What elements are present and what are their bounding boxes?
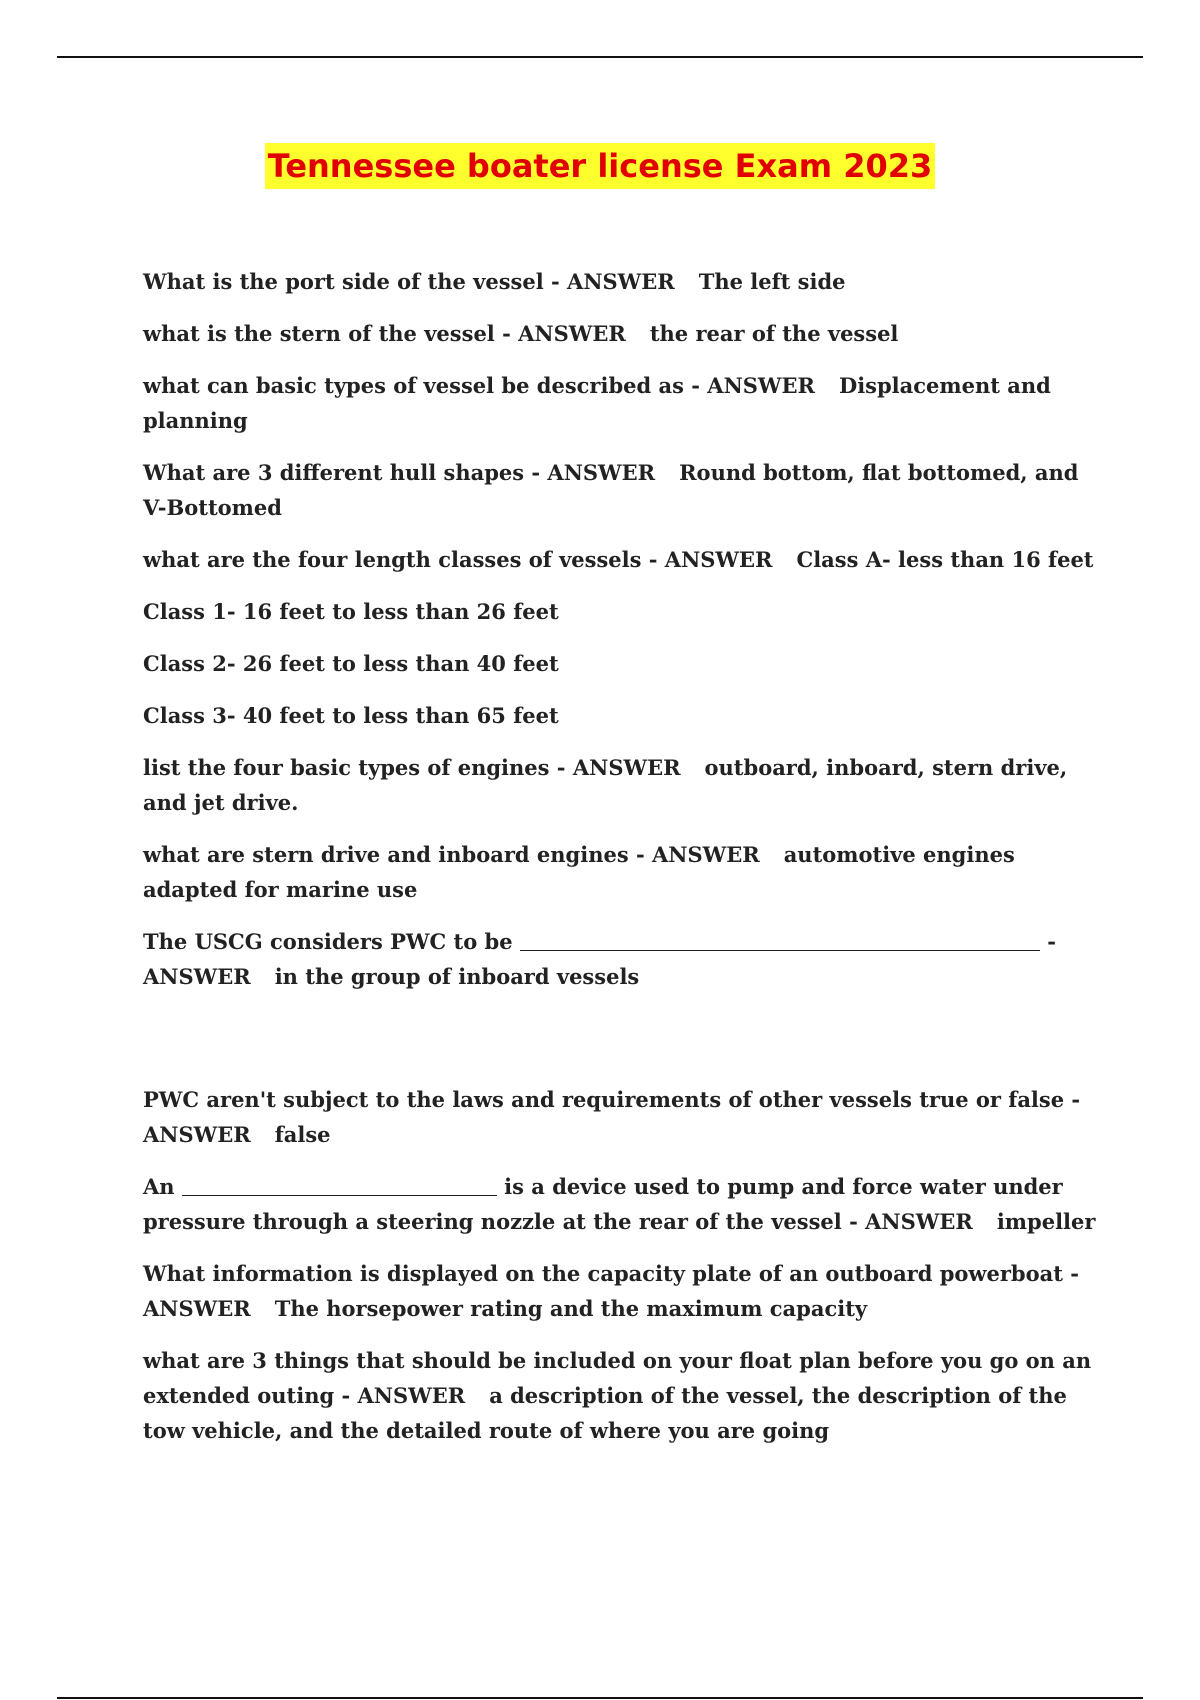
answer-label: ANSWER — [143, 1122, 251, 1147]
qa-item — [143, 1169, 1108, 1239]
question-text: what are the four length classes of vessels - — [143, 547, 665, 572]
class-line: Class 2- 26 feet to less than 40 feet — [143, 651, 559, 676]
answer-label: ANSWER — [707, 373, 815, 398]
question-text: is a device used to pump and force water under pressure through a steering nozzle at the rear of the vessel - — [143, 1174, 1063, 1234]
answer-label: ANSWER — [651, 842, 760, 867]
answer-label: ANSWER — [572, 755, 681, 780]
answer-text: impeller — [996, 1209, 1096, 1234]
answer-text: The horsepower rating and the maximum capacity — [274, 1296, 868, 1321]
answer-label: ANSWER — [518, 321, 626, 346]
qa-item — [143, 1343, 1108, 1448]
qa-item — [143, 837, 1108, 907]
answer-text: Displacement and planning — [143, 373, 1051, 433]
qa-item — [143, 542, 1108, 577]
answer-text: false — [274, 1122, 331, 1147]
qa-item — [143, 316, 1108, 351]
answer-label: ANSWER — [664, 547, 773, 572]
qa-list — [143, 264, 1108, 1465]
answer-text: in the group of inboard vessels — [274, 964, 640, 989]
answer-text: the rear of the vessel — [649, 321, 899, 346]
question-text: PWC aren't subject to the laws and requirements of other vessels true or false - — [143, 1087, 1081, 1112]
answer-text: outboard, inboard, stern drive, and jet drive. — [143, 755, 1068, 815]
title-container — [0, 143, 1200, 189]
fill-in-blank — [182, 1173, 497, 1196]
answer-text: Class A- less than 16 feet — [796, 547, 1094, 572]
question-text: what is the stern of the vessel - — [143, 321, 519, 346]
class-line: Class 1- 16 feet to less than 26 feet — [143, 599, 559, 624]
qa-item — [143, 924, 1108, 994]
class-line: Class 3- 40 feet to less than 65 feet — [143, 703, 559, 728]
qa-item — [143, 368, 1108, 438]
question-text: what are 3 things that should be included on your float plan before you go on an extended outing - — [143, 1348, 1092, 1408]
question-text: What information is displayed on the capacity plate of an outboard powerboat - — [143, 1261, 1079, 1286]
qa-item — [143, 1256, 1108, 1326]
question-text: what can basic types of vessel be described as - — [143, 373, 708, 398]
answer-text: Round bottom, flat bottomed, and V-Bottomed — [143, 460, 1079, 520]
answer-label: ANSWER — [547, 460, 656, 485]
bottom-rule — [57, 1697, 1143, 1699]
top-rule — [57, 56, 1143, 58]
answer-label: ANSWER — [865, 1209, 973, 1234]
question-text: - — [1039, 929, 1056, 954]
answer-label: ANSWER — [143, 1296, 251, 1321]
answer-text: The left side — [698, 269, 846, 294]
qa-item — [143, 1082, 1108, 1152]
answer-text: automotive engines adapted for marine use — [143, 842, 1015, 902]
answer-label: ANSWER — [143, 964, 251, 989]
answer-label: ANSWER — [567, 269, 675, 294]
question-text: list the four basic types of engines - — [143, 755, 573, 780]
question-text: what are stern drive and inboard engines - — [143, 842, 652, 867]
qa-item — [143, 750, 1108, 820]
question-text: The USCG considers PWC to be — [143, 929, 520, 954]
answer-text: a description of the vessel, the description of the tow vehicle, and the detailed route of where you are going — [143, 1383, 1067, 1443]
question-text: What is the port side of the vessel - — [143, 269, 568, 294]
answer-label: ANSWER — [357, 1383, 466, 1408]
qa-item — [143, 264, 1108, 299]
question-text: What are 3 different hull shapes - — [143, 460, 548, 485]
question-text: An — [143, 1174, 182, 1199]
fill-in-blank — [520, 928, 1040, 951]
document-title: Tennessee boater license Exam 2023 — [265, 143, 936, 189]
qa-item — [143, 455, 1108, 525]
